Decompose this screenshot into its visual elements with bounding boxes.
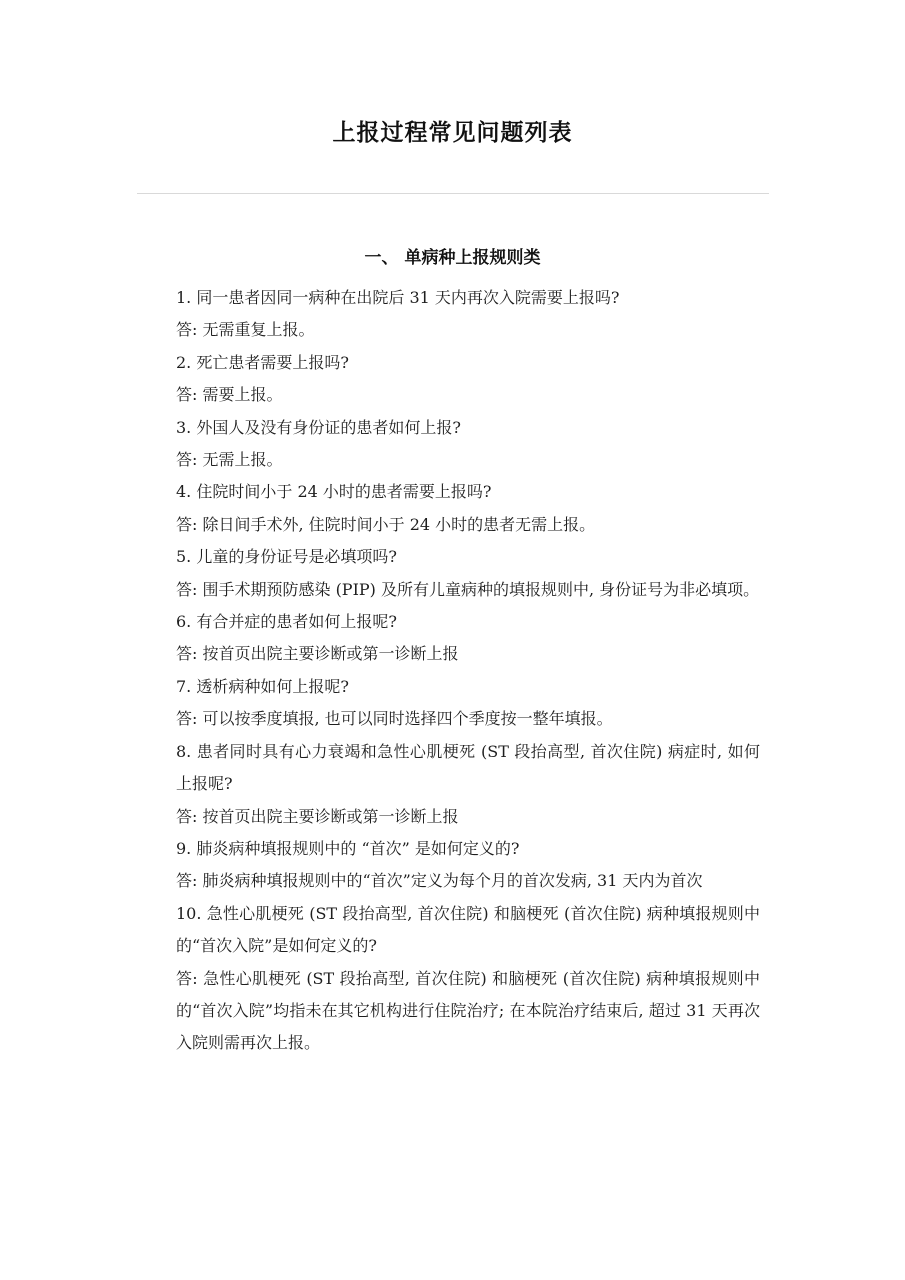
faq-question-5: 5. 儿童的身份证号是必填项吗? <box>176 547 397 567</box>
faq-question-8: 8. 患者同时具有心力衰竭和急性心肌梗死 (ST 段抬高型, 首次住院) 病症时, 如何上报呢? <box>176 741 760 794</box>
faq-answer-8: 答: 按首页出院主要诊断或第一诊断上报 <box>176 806 459 826</box>
faq-answer-10: 答: 急性心肌梗死 (ST 段抬高型, 首次住院) 和脑梗死 (首次住院) 病种填报规则中的“首次入院”均指未在其它机构进行住院治疗; 在本院治疗结束后, 超过 31 天再次入院则需再次上报。 <box>176 968 760 1053</box>
faq-answer-7: 答: 可以按季度填报, 也可以同时选择四个季度按一整年填报。 <box>176 709 613 729</box>
faq-question-6: 6. 有合并症的患者如何上报呢? <box>176 612 397 632</box>
faq-question-9: 9. 肺炎病种填报规则中的 “首次” 是如何定义的? <box>176 838 520 858</box>
faq-question-1: 1. 同一患者因同一病种在出院后 31 天内再次入院需要上报吗? <box>176 288 620 307</box>
document-title: 上报过程常见问题列表 <box>332 120 573 146</box>
faq-question-4: 4. 住院时间小于 24 小时的患者需要上报吗? <box>176 482 492 502</box>
title-divider <box>137 193 769 194</box>
faq-answer-4: 答: 除日间手术外, 住院时间小于 24 小时的患者无需上报。 <box>176 514 596 534</box>
faq-answer-3: 答: 无需上报。 <box>176 450 283 470</box>
faq-question-2: 2. 死亡患者需要上报吗? <box>176 352 349 372</box>
faq-question-3: 3. 外国人及没有身份证的患者如何上报? <box>176 417 461 437</box>
faq-answer-2: 答: 需要上报。 <box>176 385 283 405</box>
faq-question-10: 10. 急性心肌梗死 (ST 段抬高型, 首次住院) 和脑梗死 (首次住院) 病种填报规则中的“首次入院”是如何定义的? <box>176 903 760 956</box>
section-title: 一、 单病种上报规则类 <box>364 248 541 268</box>
faq-answer-9: 答: 肺炎病种填报规则中的“首次”定义为每个月的首次发病, 31 天内为首次 <box>176 871 703 891</box>
faq-question-7: 7. 透析病种如何上报呢? <box>176 676 349 696</box>
faq-answer-1: 答: 无需重复上报。 <box>176 320 315 340</box>
faq-answer-6: 答: 按首页出院主要诊断或第一诊断上报 <box>176 644 459 664</box>
faq-answer-5: 答: 围手术期预防感染 (PIP) 及所有儿童病种的填报规则中, 身份证号为非必填项。 <box>176 579 760 599</box>
faq-list <box>176 282 760 1060</box>
